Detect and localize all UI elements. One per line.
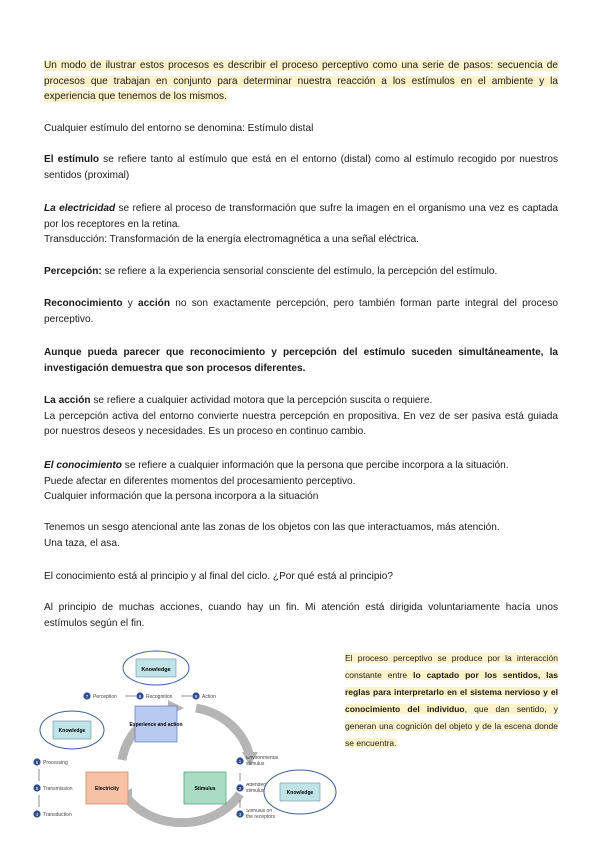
active-perception-line: La percepción activa del entorno convierte nuestra percepción en propositiva. En vez de ser pasiva está guiada por nuestros deseos y necesidades. Es un proceso en continuo cambio. [44,410,558,437]
step-2-number: 2 [238,786,242,791]
side-note-text-2: , que dan sentido, y generan una cognición del objeto y de la escena donde se encuentra. [345,704,558,748]
stimulus-term: El estímulo [44,154,100,165]
step-6-label: Processing [43,760,68,766]
step-9-label: Action [202,694,216,700]
electricity-term: La electricidad [44,203,116,214]
answer-paragraph: Al principio de muchas acciones, cuando hay un fin. Mi atención está dirigida voluntariamente hacía unos estímulos según el fin. [44,602,558,629]
step-5-label: Transmission [43,786,73,792]
step-4-label: Transduction [43,812,72,818]
stimulus-definition: se refiere tanto al estímulo que está en el entorno (distal) como al estímulo recogido por nuestros sentidos (proximal) [44,154,558,181]
research-paragraph: Aunque pueda parecer que reconocimiento y percepción del estímulo suceden simultáneamente, la investigación demuestra que son procesos diferentes. [44,347,558,374]
step-6-number: 6 [35,760,39,765]
question-paragraph: El conocimiento está al principio y al final del ciclo. ¿Por qué está al principio? [44,571,393,582]
knowledge-line-3: Cualquier información que la persona incorpora a la situación [44,491,319,502]
action-heading: La acción [44,395,91,406]
bias-paragraph [44,520,558,551]
perception-paragraph [44,264,558,280]
recognition-action-paragraph [44,296,558,327]
recognition-action-definition: no son exactamente percepción, pero también forman parte integral del proceso perceptivo. [44,298,558,325]
step-4-number: 4 [35,812,39,817]
step-5-number: 5 [35,786,39,791]
perceptual-process-diagram [28,648,338,838]
step-8-number: 8 [138,694,142,699]
bias-line-2: Una taza, el asa. [44,537,120,549]
knowledge-right-label: Knowledge [286,790,314,796]
electricity-definition: se refiere al proceso de transformación que sufre la imagen en el organismo una vez es captada por los receptores en la retina. [44,203,559,230]
step-1-number: 1 [238,759,242,764]
knowledge-term: El conocimiento [44,460,122,471]
step-7-number: 7 [85,694,89,699]
action-term: acción [138,298,171,309]
side-note-text-1: El proceso perceptivo se produce por la interacción constante entre [345,653,558,680]
knowledge-left-label: Knowledge [58,728,86,734]
intro-highlight: Un modo de ilustrar estos procesos es describir el proceso perceptivo como una serie de pasos: secuencia de procesos que trabajan en conjunto para determinar nuestra reacción a los estímulos en el ambiente y la experiencia que tenemos de los mismos. [44,60,558,102]
step-9-number: 9 [194,694,198,699]
experience-label: Experience and action [129,722,183,728]
intro-paragraph [44,58,558,105]
left-column-steps [33,758,72,818]
step-8-label: Recognition [146,694,173,700]
bias-line-1: Tenemos un sesgo atencional ante las zonas de los objetos con las que interactuamos, más atención. [44,522,500,533]
distal-stimulus-paragraph: Cualquier estímulo del entorno se denomina: Estímulo distal [44,123,314,134]
step-3-number: 3 [238,812,242,817]
step-1-label: Environmental stimulus [246,756,278,767]
stimulus-paragraph [44,152,558,183]
step-2-label: Attended stimulus [246,783,267,794]
electricity-paragraph [44,201,558,248]
recognition-connector: y [122,298,139,309]
knowledge-top-label: Knowledge [141,667,171,673]
cycle-arrow-right [196,708,250,758]
perception-term: Percepción: [44,266,102,277]
action-paragraph [44,393,558,440]
perception-definition: se refiere a la experiencia sensorial consciente del estímulo, la percepción del estímulo. [101,266,498,277]
knowledge-line-2: Puede afectar en diferentes momentos del procesamiento perceptivo. [44,475,356,487]
step-3-label: Stimulus on the receptors [246,809,276,820]
top-row-steps [83,692,216,700]
side-note [345,650,558,752]
electricity-label: Electricity [95,786,119,792]
recognition-term: Reconocimiento [44,298,123,309]
knowledge-definition: se refiere a cualquier información que la persona que percibe incorpora a la situación. [121,460,509,471]
stimulus-label: Stimulus [194,786,216,792]
step-7-label: Perception [93,694,117,700]
action-definition: se refiere a cualquier actividad motora que la percepción suscita o requiere. [90,395,433,406]
side-note-bold: lo captado por los sentidos, las reglas para interpretarlo en el sistema nervioso y el conocimiento del individuo [345,670,558,714]
knowledge-paragraph [44,458,558,505]
transduction-line: Transducción: Transformación de la energía electromagnética a una señal eléctrica. [44,234,419,245]
